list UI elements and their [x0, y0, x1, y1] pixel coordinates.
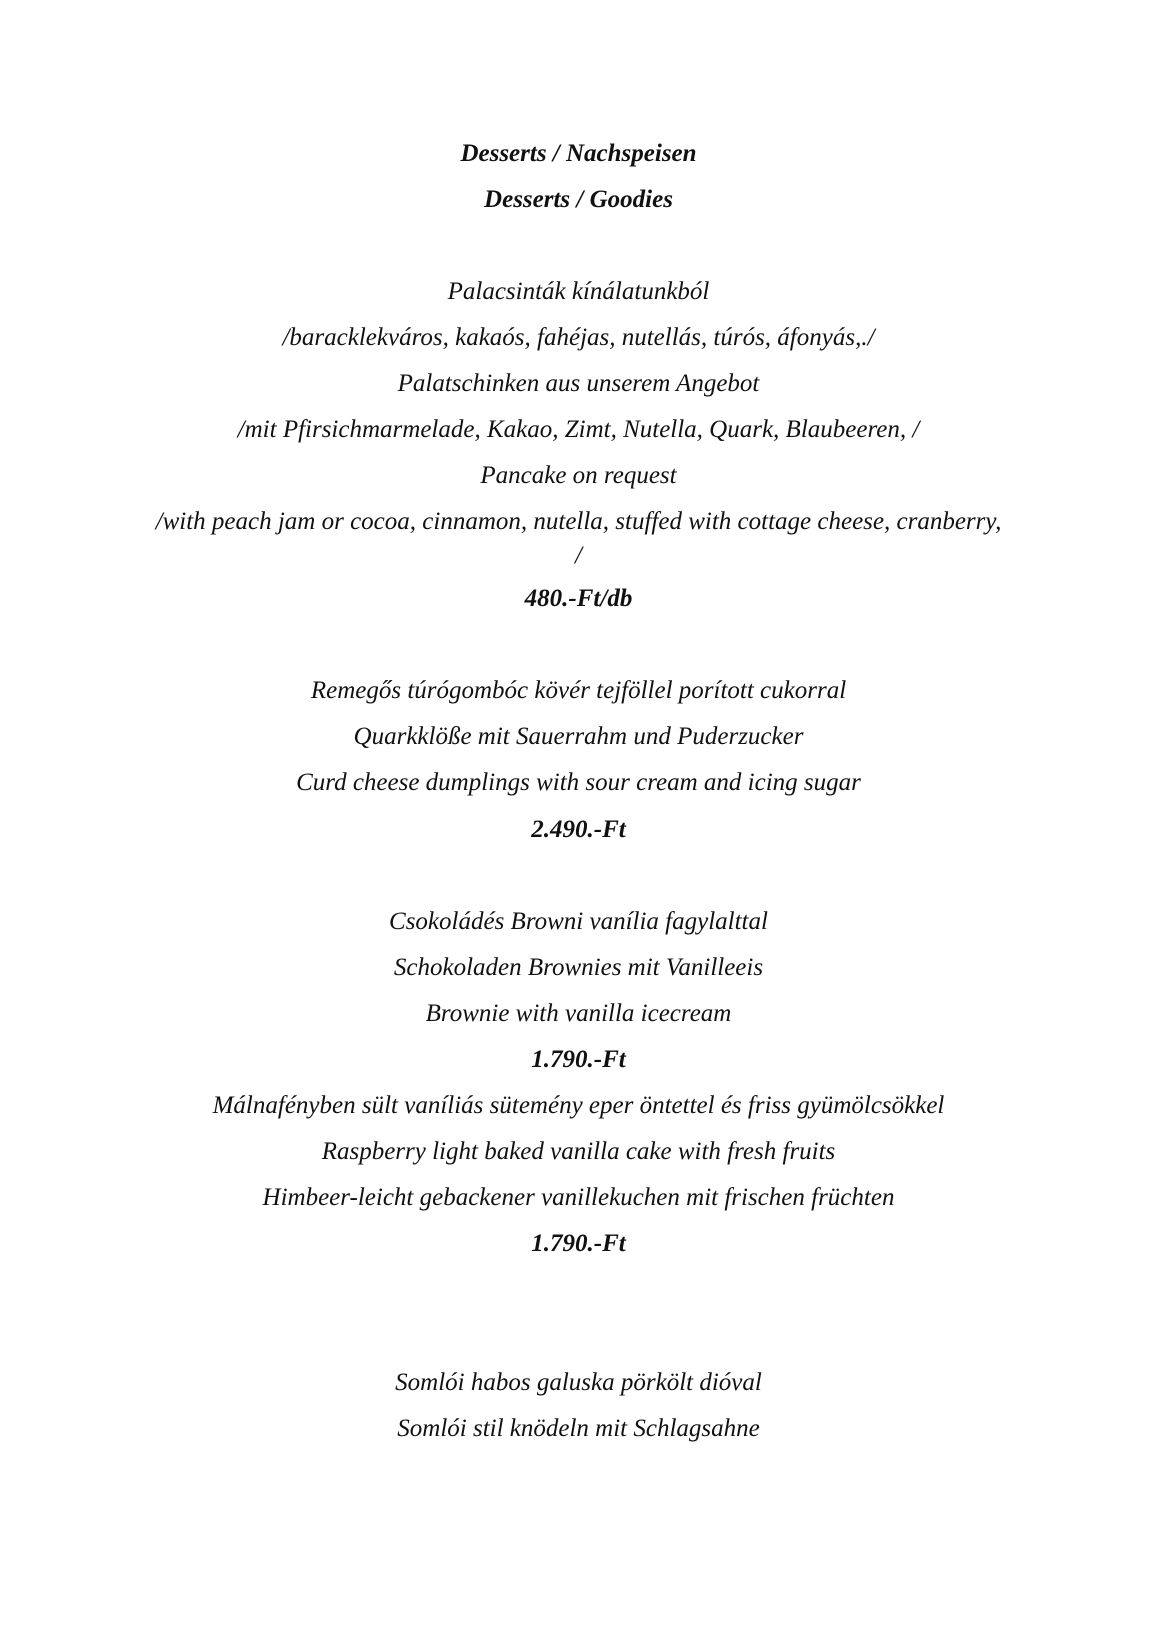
- item-5-name-hu: Somlói habos galuska pörkölt dióval: [395, 1369, 762, 1396]
- item-3-name-en: Brownie with vanilla icecream: [425, 1000, 732, 1027]
- item-2-name-en: Curd cheese dumplings with sour cream and icing sugar: [296, 769, 861, 796]
- item-3-price: 1.790.-Ft: [531, 1046, 626, 1073]
- menu-subtitle: Desserts / Goodies: [484, 186, 673, 213]
- item-3-name-de: Schokoladen Brownies mit Vanilleeis: [393, 954, 764, 981]
- item-2-name-hu: Remegős túrógombóc kövér tejföllel porított cukorral: [310, 677, 847, 704]
- item-2-name-de: Quarkklöße mit Sauerrahm und Puderzucker: [353, 723, 804, 750]
- item-1-desc-en: /with peach jam or cocoa, cinnamon, nutella, stuffed with cottage cheese, cranberry, /: [155, 508, 1002, 569]
- item-1-name-en: Pancake on request: [480, 462, 677, 489]
- item-4-price: 1.790.-Ft: [531, 1230, 626, 1257]
- item-3-name-hu: Csokoládés Browni vanília fagylalttal: [389, 908, 768, 935]
- item-1-name-hu: Palacsinták kínálatunkból: [447, 278, 710, 305]
- item-4-name-hu: Málnafényben sült vaníliás sütemény eper öntettel és friss gyümölcsökkel: [212, 1092, 945, 1119]
- item-1-desc-de: /mit Pfirsichmarmelade, Kakao, Zimt, Nutella, Quark, Blaubeeren, /: [237, 416, 920, 443]
- menu-title: Desserts / Nachspeisen: [460, 140, 697, 167]
- item-1-desc-hu: /baracklekváros, kakaós, fahéjas, nutellás, túrós, áfonyás,./: [282, 324, 875, 351]
- item-4-name-en: Raspberry light baked vanilla cake with fresh fruits: [321, 1138, 836, 1165]
- item-1-name-de: Palatschinken aus unserem Angebot: [397, 370, 760, 397]
- item-4-name-de: Himbeer-leicht gebackener vanillekuchen mit frischen früchten: [262, 1184, 895, 1211]
- item-1-price: 480.-Ft/db: [524, 585, 633, 612]
- item-5-name-de: Somlói stil knödeln mit Schlagsahne: [397, 1415, 760, 1442]
- item-2-price: 2.490.-Ft: [531, 816, 626, 843]
